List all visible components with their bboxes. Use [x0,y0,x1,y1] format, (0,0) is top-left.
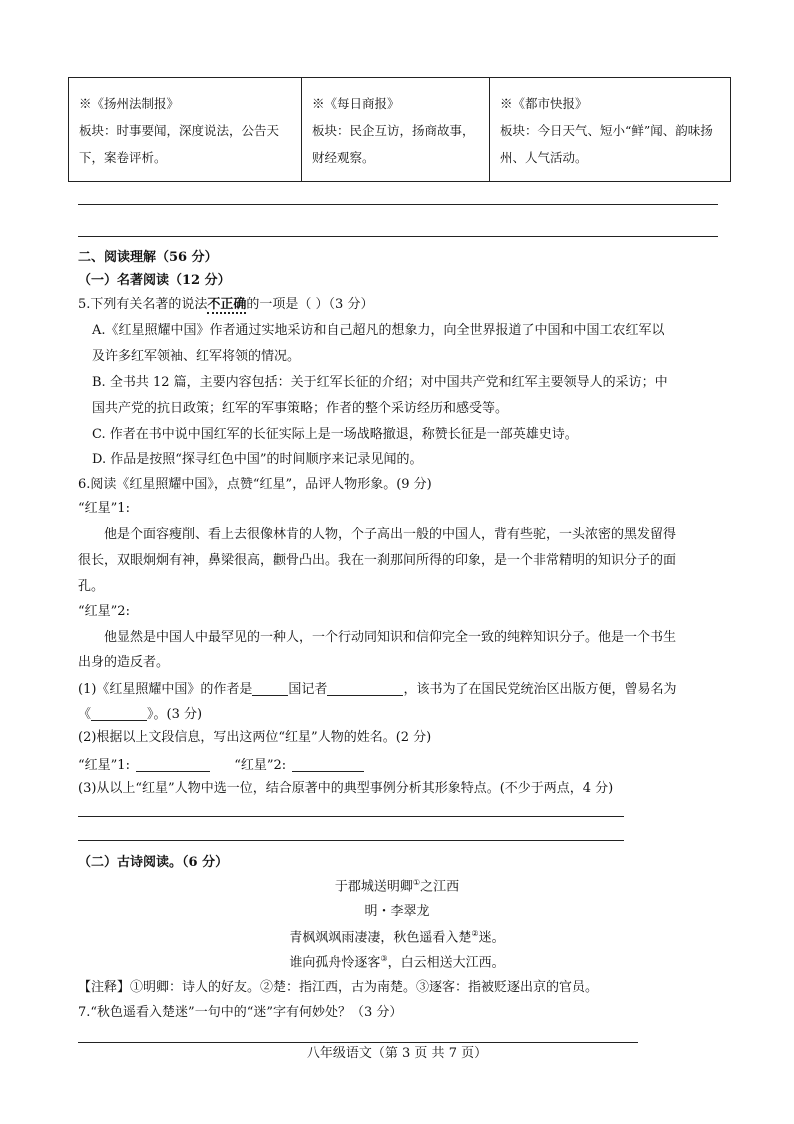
q6-sub-2-label: “红星”1: [78,758,130,773]
poem-title-text: 于郡城送明卿 [334,879,413,895]
question-5-stem [78,298,373,311]
red-star-1-text: 孔。 [78,579,105,594]
q5-option-a-cont: 及许多红军领袖、红军将领的情况。 [92,349,301,364]
q5-stem-emphasis: 不正确 [207,297,247,312]
q6-sub-1-text: 国记者 [288,682,328,697]
q6-sub-3: (3)从以上“红星”人物中选一位，结合原著中的典型事例分析其形象特点。(不少于两点，4 分) [78,781,614,796]
newspaper-table [68,77,731,182]
q5-option-d: D. 作品是按照“探寻红色中国”的时间顺序来记录见闻的。 [92,452,423,467]
answer-blank-star-2[interactable] [292,757,364,772]
table-row [69,78,731,182]
page-footer: 八年级语文（第 3 页 共 7 页） [306,1046,488,1061]
poem-author: 明・李翠龙 [364,904,430,919]
q6-sub-1-text: 《 [78,707,92,722]
answer-line[interactable] [78,204,718,205]
newspaper-sections: 板块：时事要闻，深度说法，公告天下，案卷评析。 [79,123,280,165]
answer-line[interactable] [78,840,624,841]
poem-line-text: 迷。 [478,930,505,946]
poem-notes: 【注释】①明卿：诗人的好友。②楚：指江西，古为南楚。③逐客：指被贬逐出京的官员。 [78,980,599,995]
newspaper-name: ※《扬州法制报》 [79,96,180,111]
red-star-1-text: 很长，双眼炯炯有神，鼻梁很高，颧骨凸出。我在一刹那间所得的印象，是一个非常精明的知识分子的面 [78,553,677,568]
red-star-2-label: “红星”2: [78,604,130,619]
footnote-mark: ② [471,929,479,938]
poem-line-text: 青枫飒飒雨凄凄，秋色遥看入楚 [289,930,472,946]
answer-line[interactable] [78,236,718,237]
poem-title-text: 之江西 [420,879,460,895]
q5-option-c: C. 作者在书中说中国红军的长征实际上是一场战略撤退，称赞长征是一部英雄史诗。 [92,427,578,442]
q5-stem-pre: 5.下列有关名著的说法 [78,297,208,312]
poem-line-text: 谁向孤舟怜逐客 [289,955,381,971]
footnote-mark: ③ [380,954,388,963]
subsection-heading: （二）古诗阅读。（6 分） [78,855,229,870]
q6-sub-1 [78,681,676,696]
question-7-stem: 7.“秋色遥看入楚迷”一句中的“迷”字有何妙处？（3 分） [78,1005,403,1020]
newspaper-name: ※《每日商报》 [312,96,400,111]
q6-sub-1-text: ，该书为了在国民党统治区出版方便，曾易名为 [403,682,677,697]
q6-sub-2-label: “红星”2: [234,758,287,773]
answer-blank-author-nationality[interactable] [252,681,288,696]
poem-line [0,955,794,969]
red-star-2-text: 他显然是中国人中最罕见的一种人，一个行动同知识和信仰完全一致的纯粹知识分子。他是一个书生 [104,630,677,645]
newspaper-sections: 板块：今日天气、短小“鲜”闻、韵味扬州、人气活动。 [500,123,713,165]
newspaper-name: ※《都市快报》 [500,96,588,111]
poem-line-text: ，白云相送大江西。 [387,955,505,971]
answer-blank-alt-title[interactable] [91,706,147,721]
poem-title [0,879,794,893]
q5-option-b-cont: 国共产党的抗日政策；红军的军事策略；作者的整个采访经历和感受等。 [92,401,509,416]
q5-stem-post: 的一项是（ ）（3 分） [246,297,374,312]
poem-line [0,930,794,944]
answer-blank-star-1[interactable] [136,757,210,772]
newspaper-cell [69,78,302,182]
q6-sub-1-text: (1)《红星照耀中国》的作者是 [78,682,253,697]
subsection-heading: （一）名著阅读（12 分） [78,273,231,288]
newspaper-cell [302,78,490,182]
answer-line[interactable] [78,1042,638,1043]
red-star-1-text: 他是个面容瘦削、看上去很像林肯的人物，个子高出一般的中国人，背有些驼，一头浓密的黑发留得 [104,527,677,542]
q6-sub-2-answers [78,757,364,772]
q6-sub-2: (2)根据以上文段信息，写出这两位“红星”人物的姓名。(2 分) [78,730,432,745]
question-6-stem: 6.阅读《红星照耀中国》，点赞“红星”，品评人物形象。(9 分) [78,477,432,492]
q5-option-a: A.《红星照耀中国》作者通过实地采访和自己超凡的想象力，向全世界报道了中国和中国工农红军以 [92,323,665,338]
q6-sub-1-text: 》。(3 分) [147,707,203,722]
q6-sub-1-cont [78,706,202,721]
answer-blank-author-name[interactable] [327,681,403,696]
red-star-1-label: “红星”1: [78,501,130,516]
section-heading: 二、阅读理解（56 分） [78,250,218,265]
newspaper-cell [490,78,731,182]
footnote-mark: ① [412,878,421,887]
answer-line[interactable] [78,816,624,817]
newspaper-sections: 板块：民企互访，扬商故事，财经观察。 [312,123,475,165]
red-star-2-text: 出身的造反者。 [78,655,170,670]
q5-option-b: B. 全书共 12 篇，主要内容包括：关于红军长征的介绍；对中国共产党和红军主要领导人的采访；中 [92,375,668,390]
